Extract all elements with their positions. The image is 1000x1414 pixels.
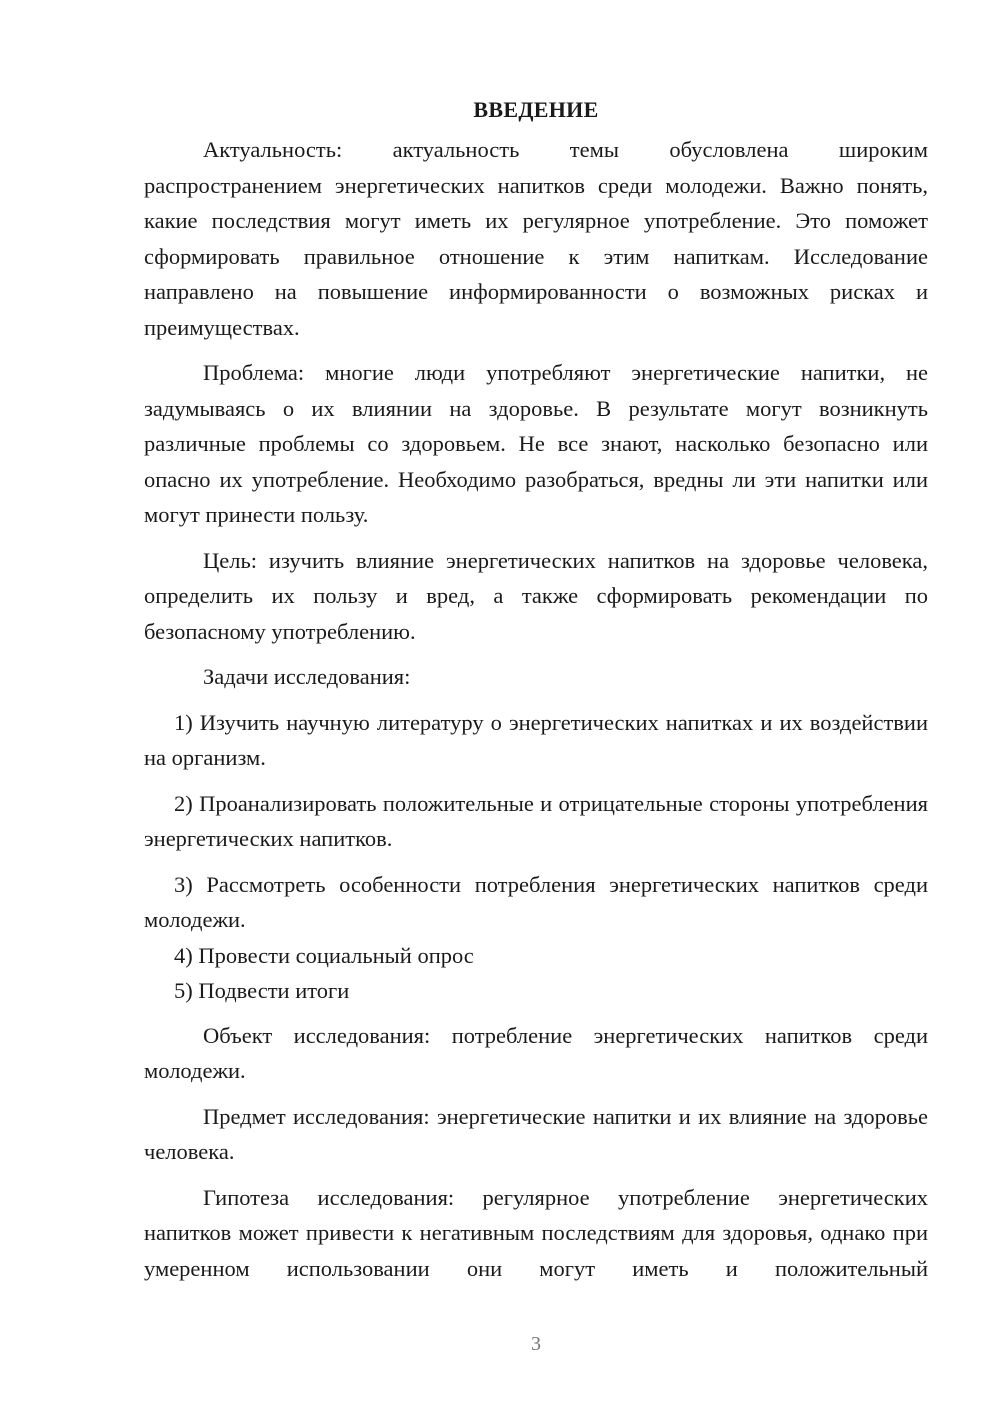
paragraph-subject: Предмет исследования: энергетические напитки и их влияние на здоровье человека. [144,1103,928,1164]
tasks-heading: Задачи исследования: [203,664,411,689]
paragraph-problem: Проблема: многие люди употребляют энергетические напитки, не задумываясь о их влиянии на здоровье. В результате могут возникнуть различные проблемы со здоровьем. Не все знают, насколько безопасно или опасно их употребление. Необходимо разобраться, вредны ли эти напитки или могут принести пользу. [144,360,928,527]
paragraph-relevance: Актуальность: актуальность темы обусловлена широким распространением энергетических напитков среди молодежи. Важно понять, какие последствия могут иметь их регулярное употребление. Это поможет сформировать правильное отношение к этим напиткам. Исследование направлено на повышение информированности о возможных рисках и преимуществах. [144,137,928,340]
paragraph-object: Объект исследования: потребление энергетических напитков среди молодежи. [144,1022,928,1083]
paragraph-goal: Цель: изучить влияние энергетических напитков на здоровье человека, определить их пользу и вред, а также сформировать рекомендации по безопасному употреблению. [144,547,928,644]
paragraph-hypothesis: Гипотеза исследования: регулярное употребление энергетических напитков может привести к негативным последствиям для здоровья, однако при умеренном использовании они могут иметь и положительный [144,1184,928,1281]
task-item-5: 5) Подвести итоги [174,978,350,1003]
task-item-3: 3) Рассмотреть особенности потребления энергетических напитков среди молодежи. [144,871,928,932]
task-item-2: 2) Проанализировать положительные и отрицательные стороны употребления энергетических напитков. [144,790,928,851]
page-number: 3 [531,1333,541,1355]
document-body [144,92,928,1286]
task-item-1: 1) Изучить научную литературу о энергетических напитках и их воздействии на организм. [144,709,928,770]
task-item-4: 4) Провести социальный опрос [174,942,474,968]
document-title: ВВЕДЕНИЕ [473,97,599,122]
